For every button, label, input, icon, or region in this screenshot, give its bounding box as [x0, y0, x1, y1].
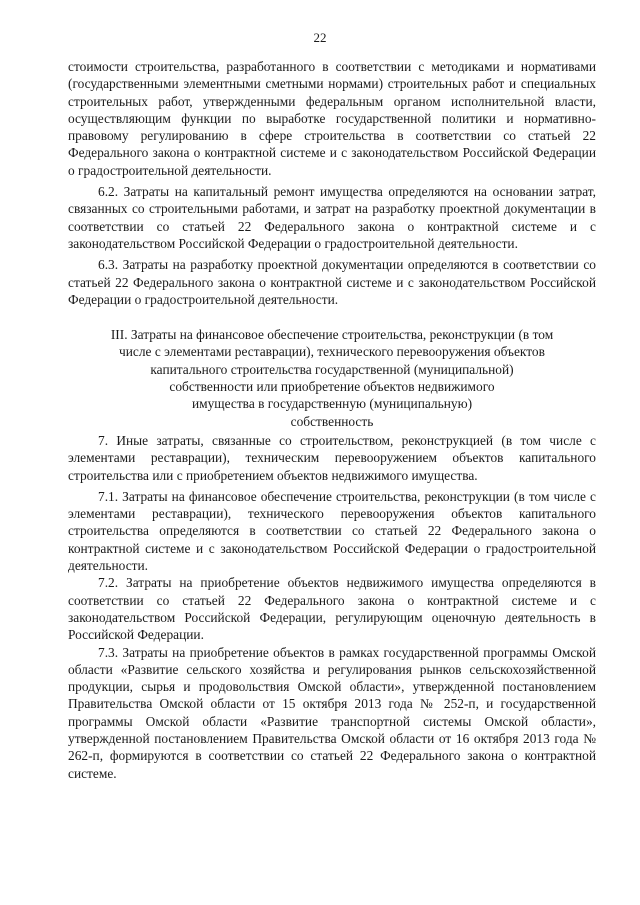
paragraph-7-1: 7.1. Затраты на финансовое обеспечение строительства, реконструкции (в том числе с элементами реставрации), технического перевооружения объектов капитального строительства определяются в соответствии со статьей 22 Федерального закона о контрактной системе и с законодательством Российской Федерации о градостроительной деятельности.: [68, 488, 596, 574]
heading-line: имущества в государственную (муниципальную): [191, 396, 473, 412]
heading-line: собственности или приобретение объектов недвижимого: [169, 379, 495, 395]
paragraph-7-3: 7.3. Затраты на приобретение объектов в рамках государственной программы Омской области «Развитие сельского хозяйства и регулирования рынков сельскохозяйственной продукции, сырья и продовольствия Омской области», утвержденной постановлением Правительства Омской области от 15 октября 2013 года № 252-п, и государственной программы Омской области «Развитие транспортной системы Омской области», утвержденной постановлением Правительства Омской области от 16 октября 2013 года № 262-п, формируются в соответствии со статьей 22 Федерального закона о контрактной системе.: [68, 644, 596, 781]
paragraph-7: 7. Иные затраты, связанные со строительством, реконструкцией (в том числе с элементами реставрации), техническим перевооружением объектов капитального строительства или с приобретением объектов недвижимого имущества.: [68, 432, 596, 483]
paragraph-cost-continuation: стоимости строительства, разработанного в соответствии с методиками и нормативами (государственными элементными сметными нормами) строительных работ и специальных строительных работ, утвержденными федеральным органом исполнительной власти, осуществляющим функции по выработке государственной политики и нормативно-правовому регулированию в сфере строительства в соответствии со статьей 22 Федерального закона о контрактной системе и с законодательством Российской Федерации о градостроительной деятельности.: [68, 59, 596, 178]
paragraph-7-2: 7.2. Затраты на приобретение объектов недвижимого имущества определяются в соответствии со статьей 22 Федерального закона о контрактной системе и с законодательством Российской Федерации, регулирующим оценочную деятельность в Российской Федерации.: [68, 575, 596, 643]
heading-line: числе с элементами реставрации), технического перевооружения объектов: [119, 344, 545, 360]
section-heading-iii: [68, 326, 596, 430]
page-number: 22: [313, 30, 327, 45]
heading-line: капитального строительства государственной (муниципальной): [150, 361, 514, 377]
paragraph-6-3: 6.3. Затраты на разработку проектной документации определяются в соответствии со статьей 22 Федерального закона о контрактной системе и с законодательством Российской Федерации о градостроительной деятельности.: [68, 257, 596, 307]
heading-line: собственность: [290, 413, 374, 429]
heading-line: III. Затраты на финансовое обеспечение строительства, реконструкции (в том: [110, 327, 554, 343]
paragraph-6-2: 6.2. Затраты на капитальный ремонт имущества определяются на основании затрат, связанных со строительными работами, и затрат на разработку проектной документации в соответствии со статьей 22 Федерального закона о контрактной системе и с законодательством Российской Федерации о градостроительной деятельности.: [68, 184, 596, 251]
document-body: [68, 58, 596, 782]
